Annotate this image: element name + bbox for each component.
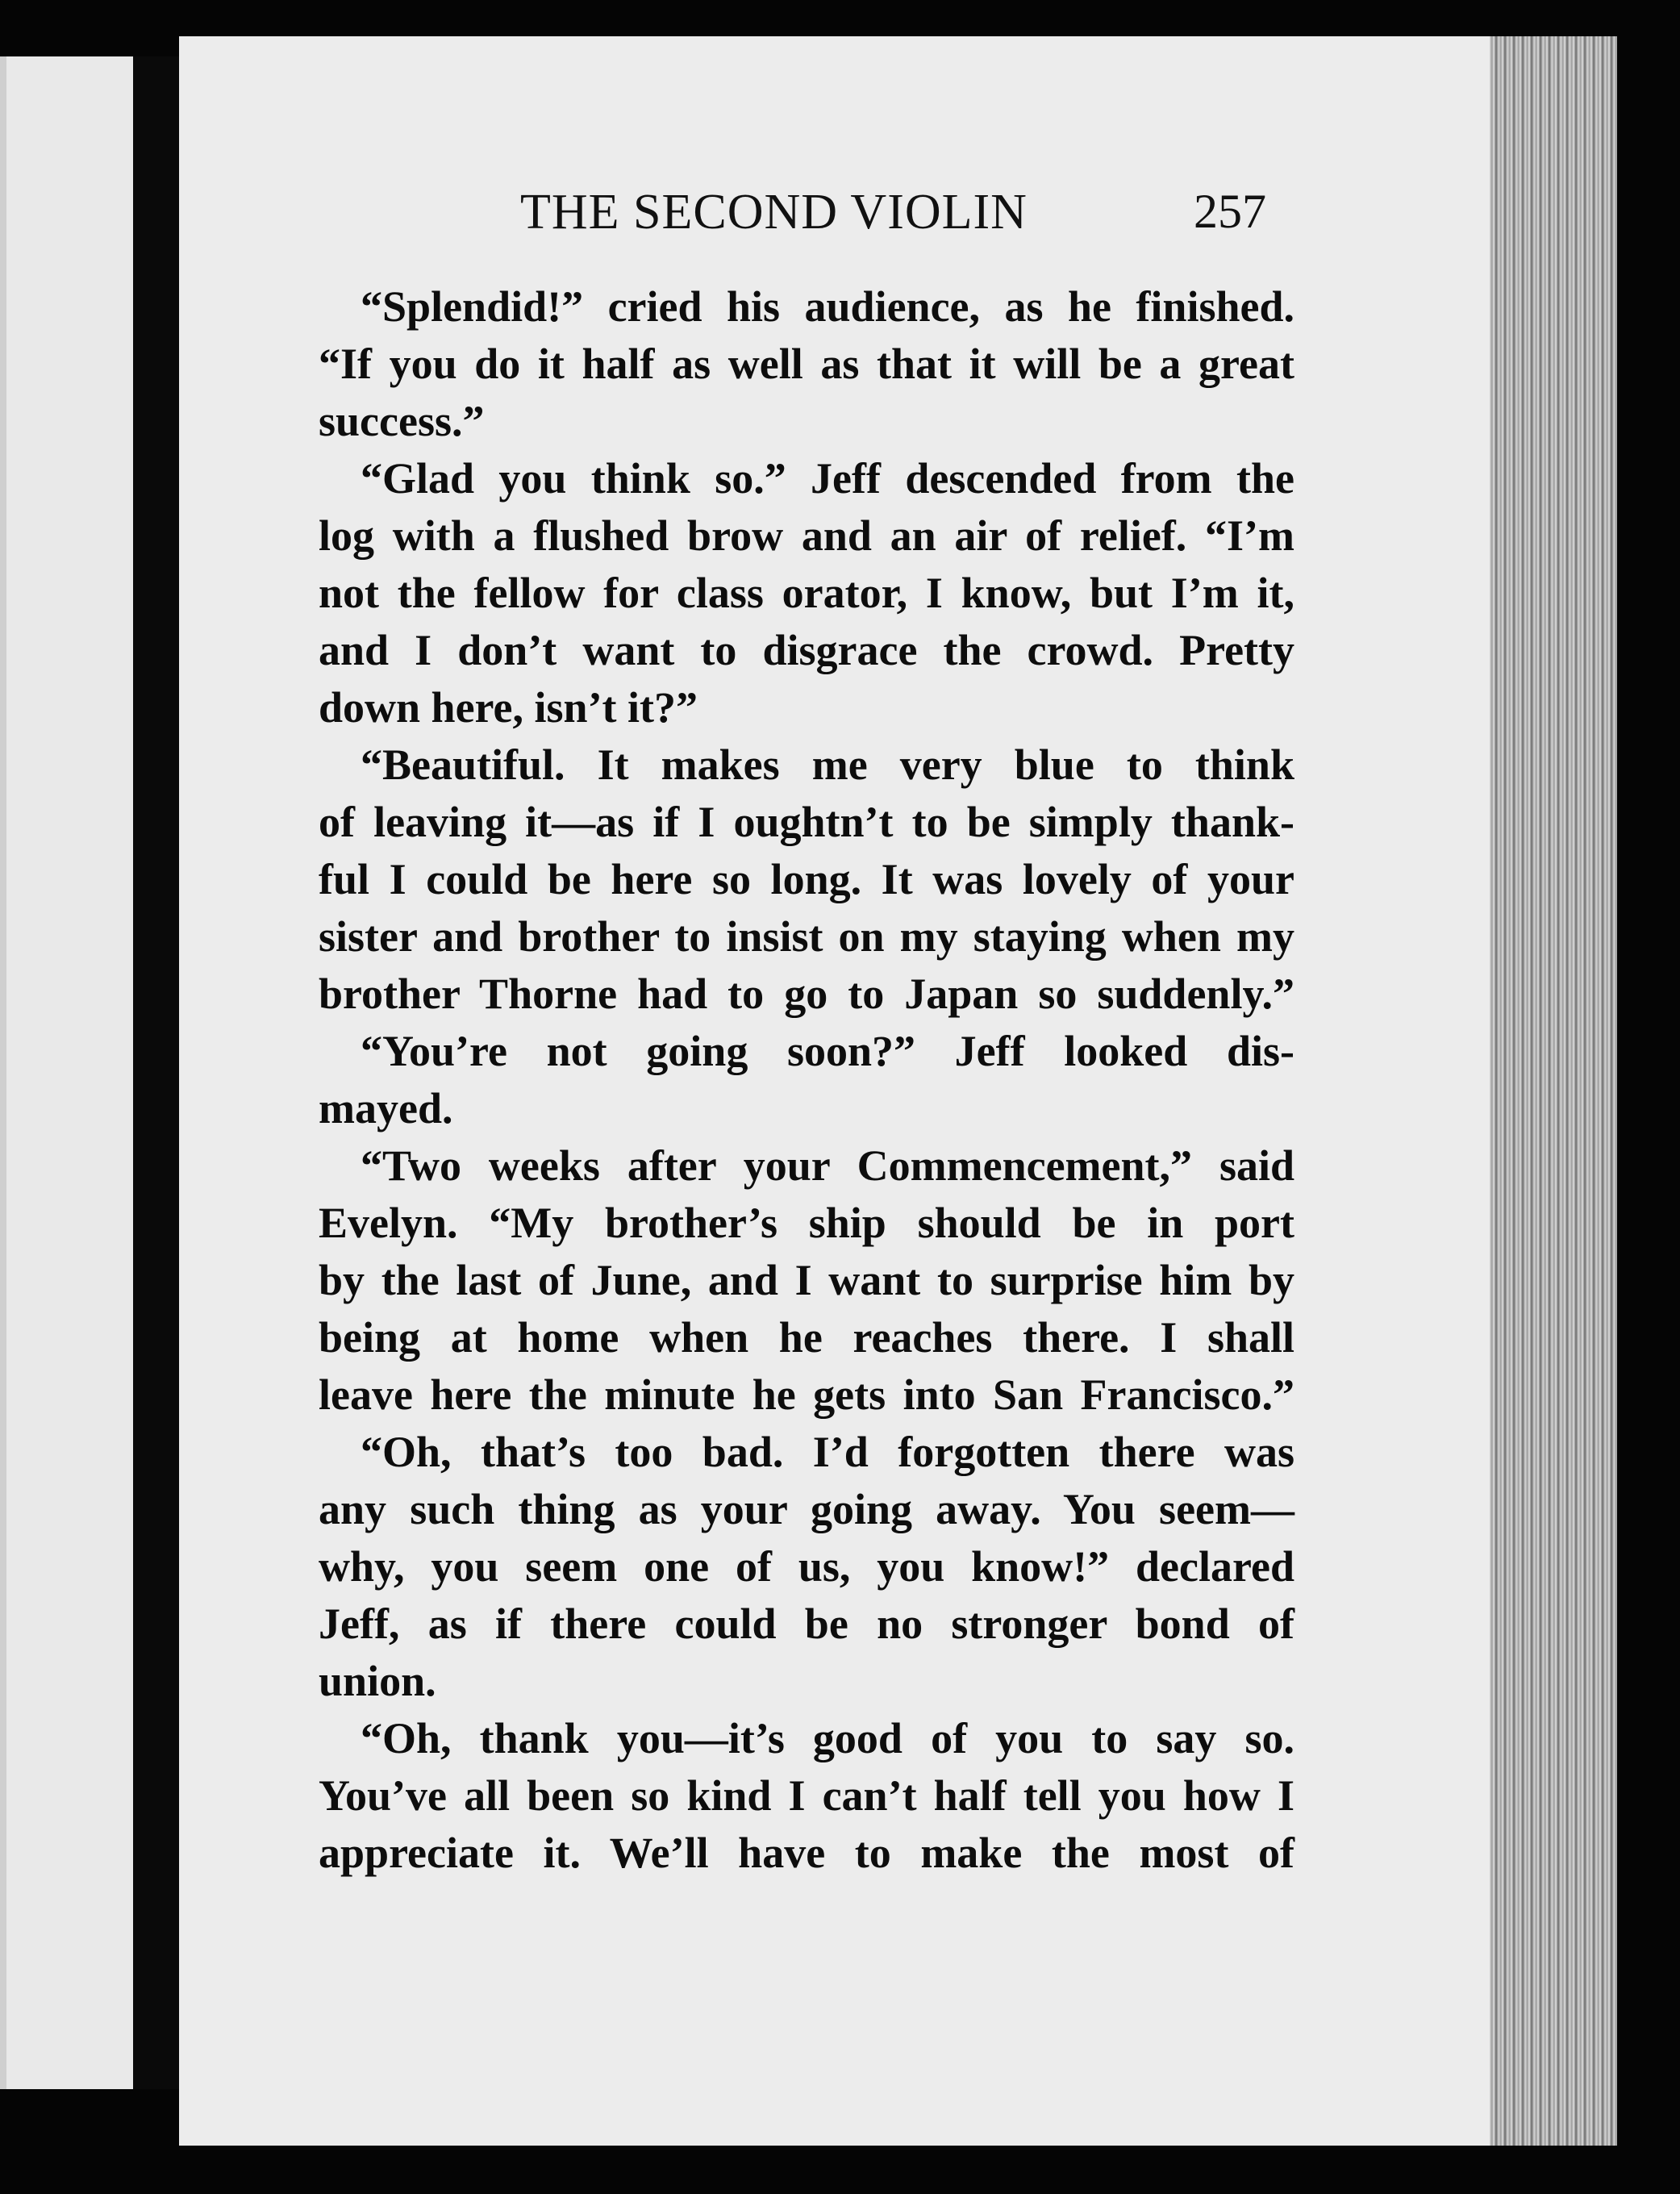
left-page-edge (0, 56, 133, 2089)
text-line: of leaving it—as if I oughtn’t to be simply thank- (319, 798, 1294, 846)
text-line: leave here the minute he gets into San Francisco.” (319, 1370, 1294, 1419)
left-page-margin (0, 56, 6, 2089)
page-block-edge (1490, 36, 1617, 2146)
text-line: “Oh, that’s too bad. I’d forgotten there was (361, 1428, 1294, 1476)
text-line: success.” (319, 397, 485, 445)
running-title: THE SECOND VIOLIN (520, 185, 1028, 240)
page-number: 257 (1194, 185, 1266, 238)
text-line: any such thing as your going away. You seem— (319, 1485, 1294, 1533)
text-line: You’ve all been so kind I can’t half tell you how I (319, 1771, 1294, 1820)
text-line: “You’re not going soon?” Jeff looked dis- (361, 1027, 1294, 1075)
text-line: Evelyn. “My brother’s ship should be in port (319, 1199, 1294, 1247)
text-line: log with a flushed brow and an air of relief. “I’m (319, 511, 1294, 560)
text-line: “Glad you think so.” Jeff descended from the (361, 454, 1294, 503)
text-line: down here, isn’t it?” (319, 683, 698, 732)
text-line: brother Thorne had to go to Japan so suddenly.” (319, 970, 1294, 1018)
text-line: Jeff, as if there could be no stronger bond of (319, 1600, 1294, 1648)
text-line: “Two weeks after your Commencement,” said (361, 1141, 1294, 1190)
text-line: sister and brother to insist on my staying when my (319, 912, 1294, 961)
running-head (339, 184, 1266, 240)
text-line: appreciate it. We’ll have to make the most of (319, 1829, 1294, 1877)
text-line: and I don’t want to disgrace the crowd. Pretty (319, 626, 1294, 674)
text-line: ful I could be here so long. It was lovely of your (319, 855, 1294, 903)
text-line: “Splendid!” cried his audience, as he finished. (361, 282, 1294, 331)
book-gutter (133, 56, 180, 2089)
text-line: being at home when he reaches there. I shall (319, 1313, 1294, 1362)
body-text (319, 278, 1294, 1882)
text-line: “If you do it half as well as that it will be a great (319, 340, 1294, 388)
text-line: “Oh, thank you—it’s good of you to say so. (361, 1714, 1294, 1762)
text-line: why, you seem one of us, you know!” declared (319, 1542, 1294, 1591)
text-line: “Beautiful. It makes me very blue to think (361, 740, 1294, 789)
text-line: not the fellow for class orator, I know, but I’m it, (319, 569, 1294, 617)
text-line: mayed. (319, 1084, 453, 1132)
text-line: union. (319, 1657, 436, 1705)
text-line: by the last of June, and I want to surprise him by (319, 1256, 1294, 1304)
